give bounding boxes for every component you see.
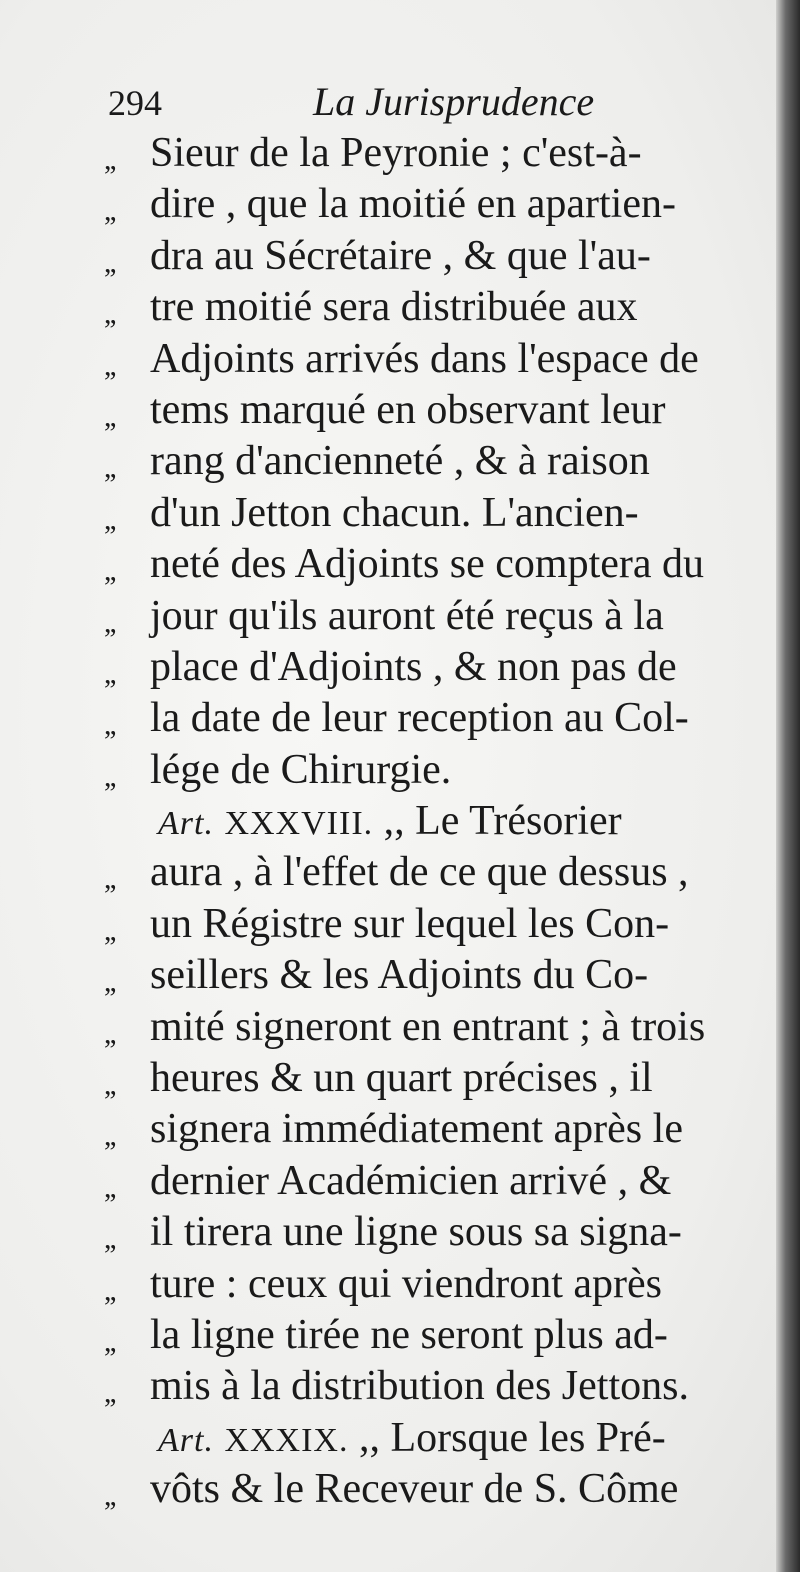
line-text: neté des Adjoints se comptera du [150,541,705,588]
quote-mark: ,, [104,297,115,331]
article-label: Art. [158,1421,214,1459]
quote-mark: ,, [104,143,115,176]
text-line [100,282,762,333]
line-text: la ligne tirée ne seront plus ad- [150,1311,668,1358]
text-line [100,1156,762,1207]
quote-mark: ,, [104,1170,115,1204]
text-line [100,1053,762,1104]
line-text: mité signeront en entrant ; à trois [150,1003,706,1050]
page-header [108,76,648,136]
line-text: il tirera une ligne sous sa signa- [150,1209,682,1256]
quote-mark: ,, [104,348,115,382]
body-text [100,128,762,1516]
text-line [100,1002,762,1053]
quote-mark: ,, [104,1068,115,1102]
text-line [100,745,762,796]
quote-mark: ,, [104,1479,115,1513]
text-line [100,950,762,1001]
article-text: ,, Lorsque les Pré- [348,1414,666,1461]
text-line [100,385,762,436]
text-line [100,642,762,693]
line-text: ture : ceux qui viendront après [150,1260,662,1307]
text-line [100,1259,762,1310]
text-line [100,1464,762,1515]
quote-mark: ,, [104,1324,115,1358]
article-text: ,, Le Trésorier [373,798,622,845]
text-line [100,179,762,230]
quote-mark: ,, [104,1376,115,1410]
text-line [100,693,762,744]
line-text: place d'Adjoints , & non pas de [150,643,677,690]
line-text: dire , que la moitié en apartien- [150,181,676,228]
line-text: d'un Jetton chacun. L'ancien- [150,489,639,536]
quote-mark: ,, [104,759,115,793]
quote-mark: ,, [104,605,115,639]
text-line [100,436,762,487]
line-text: aura , à l'effet de ce que dessus , [150,849,689,896]
line-text: un Régistre sur lequel les Con- [150,900,670,947]
article-numeral: XXXVIII. [224,805,374,843]
quote-mark: ,, [104,862,115,896]
line-text: jour qu'ils auront été reçus à la [150,592,664,639]
page-number: 294 [108,83,162,123]
running-head: La Jurisprudence [313,79,595,124]
text-line [100,899,762,950]
quote-mark: ,, [104,708,115,742]
quote-mark: ,, [104,656,115,690]
line-text: vôts & le Receveur de S. Côme [150,1466,679,1513]
line-text: signera immédiatement après le [150,1106,683,1153]
quote-mark: ,, [104,1016,115,1050]
text-line [100,231,762,282]
quote-mark: ,, [104,1273,115,1307]
line-text: dernier Académicien arrivé , & [150,1157,672,1204]
quote-mark: ,, [104,554,115,588]
line-text: heures & un quart précises , il [150,1055,653,1102]
text-line [100,1361,762,1412]
line-text: dra au Sécrétaire , & que l'au- [150,232,651,279]
line-text: Sieur de la Peyronie ; c'est-à- [150,130,642,176]
line-text: la date de leur reception au Col- [150,695,689,742]
text-line [100,591,762,642]
text-line [100,1310,762,1361]
article-label: Art. [158,805,214,843]
text-line [100,1207,762,1258]
text-line [100,847,762,898]
text-line [100,1104,762,1155]
text-line [100,128,762,179]
text-line [100,334,762,385]
quote-mark: ,, [104,194,115,228]
line-text: Adjoints arrivés dans l'espace de [150,335,699,382]
line-text: rang d'ancienneté , & à raison [150,438,650,485]
article-heading-text [158,1413,666,1466]
article-heading [100,1413,762,1464]
quote-mark: ,, [104,502,115,536]
text-line [100,539,762,590]
text-line [100,488,762,539]
quote-mark: ,, [104,1222,115,1256]
line-text: mis à la distribution des Jettons. [150,1363,689,1410]
line-text: tre moitié sera distribuée aux [150,284,638,331]
quote-mark: ,, [104,399,115,433]
page-edge-shadow [776,0,800,1572]
article-heading [100,796,762,847]
quote-mark: ,, [104,965,115,999]
line-text: seillers & les Adjoints du Co- [150,952,649,999]
quote-mark: ,, [104,1119,115,1153]
article-heading-text [158,796,622,849]
quote-mark: ,, [104,451,115,485]
line-text: lége de Chirurgie. [150,746,452,793]
article-numeral: XXXIX. [224,1421,349,1459]
line-text: tems marqué en observant leur [150,386,666,433]
quote-mark: ,, [104,913,115,947]
quote-mark: ,, [104,245,115,279]
